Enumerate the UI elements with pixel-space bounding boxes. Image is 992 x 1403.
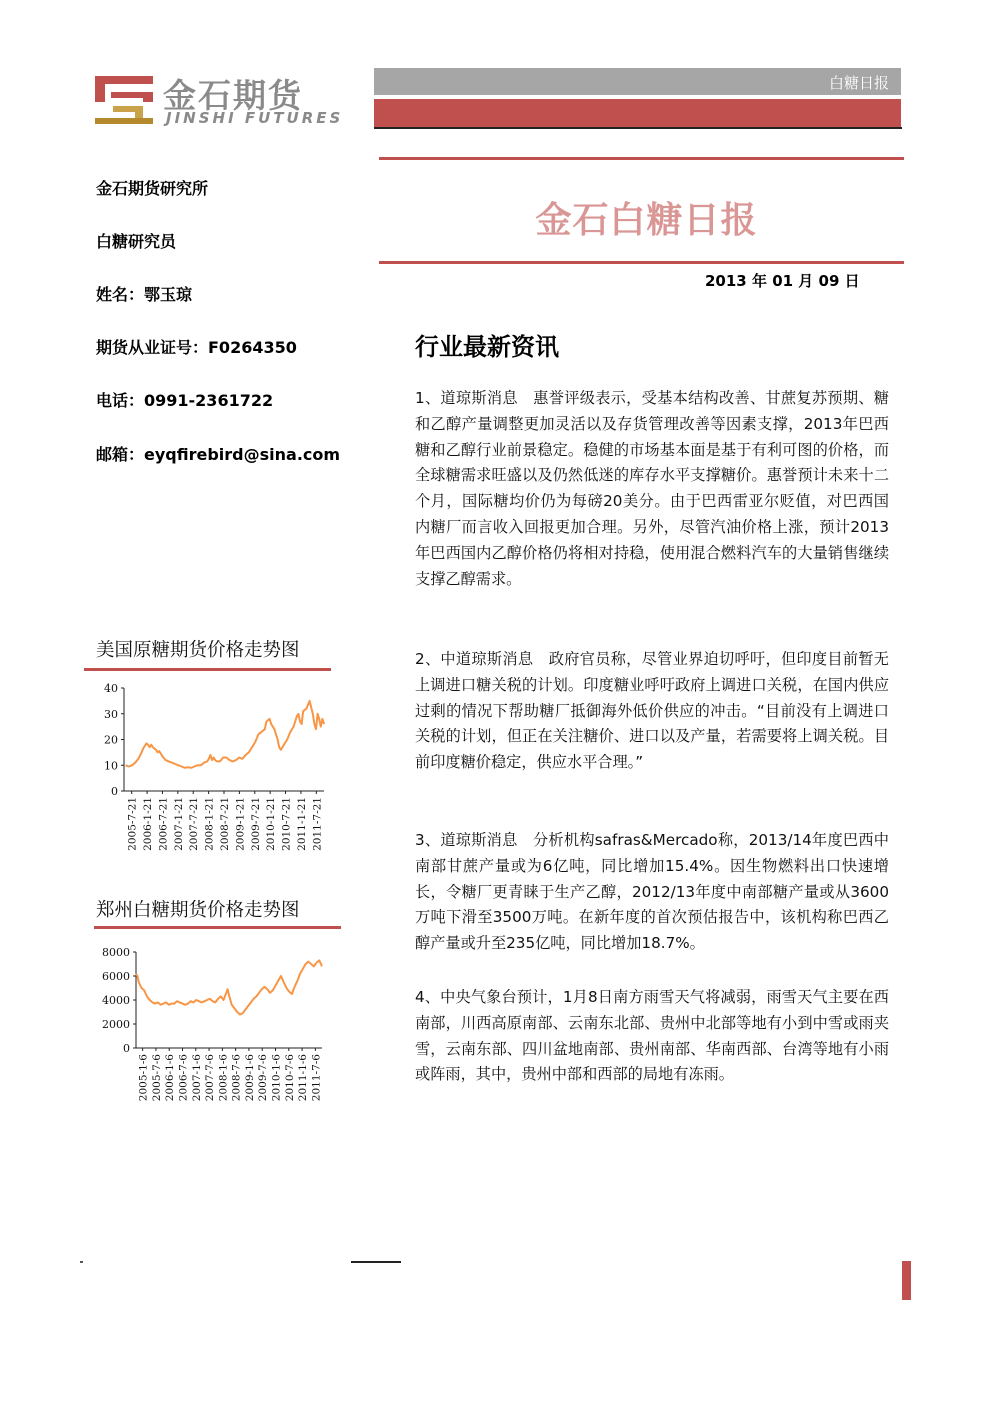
news-item-3 (415, 828, 889, 957)
y-tick-label: 0 (123, 1042, 130, 1055)
header-category-label: 白糖日报 (828, 74, 889, 92)
chart-1-title: 美国原糖期货价格走势图 (96, 640, 300, 661)
news-text: 2、中道琼斯消息 政府官员称，尽管业界迫切呼吁，但印度目前暂无上调进口糖关税的计划。印度糖业呼吁政府上调进口关税，在国内供应过剩的情况下帮助糖厂抵御海外低价供应的冲击。“目前没有上调进口关税的计划，但正在关注糖价、进口以及产量，若需要将上调关税。目前印度糖价稳定，供应水平合理。” (415, 650, 889, 772)
x-tick-label: 2008-1-21 (203, 797, 216, 851)
logo-chinese-text: 金石期货 (163, 76, 303, 115)
x-tick-label: 2011-1-21 (295, 797, 308, 851)
x-tick-label: 2011-7-6 (310, 1054, 323, 1102)
x-tick-label: 2006-7-6 (177, 1054, 190, 1102)
x-tick-label: 2011-1-6 (297, 1054, 310, 1102)
x-tick-label: 2005-7-6 (150, 1054, 163, 1102)
y-tick-label: 0 (111, 785, 118, 798)
x-tick-label: 2009-7-21 (249, 797, 262, 851)
y-tick-label: 30 (104, 707, 118, 721)
x-tick-label: 2007-1-21 (172, 797, 185, 851)
x-tick-label: 2005-7-21 (126, 797, 139, 851)
zhengzhou-sugar-chart (84, 932, 332, 1118)
x-tick-label: 2008-7-21 (219, 797, 231, 851)
x-tick-label: 2007-1-6 (190, 1054, 203, 1102)
x-tick-label: 2010-7-6 (283, 1054, 296, 1102)
sidebar-name: 姓名：鄂玉琼 (96, 285, 193, 304)
footer-line (351, 1261, 401, 1263)
report-title: 金石白糖日报 (535, 200, 758, 241)
y-tick-label: 8000 (102, 946, 130, 959)
news-item-4 (415, 985, 889, 1088)
chart-2-title: 郑州白糖期货价格走势图 (96, 900, 300, 921)
news-item-2 (415, 647, 889, 776)
sidebar-email: 邮箱：eyqfirebird@sina.com (96, 445, 341, 464)
header-divider (374, 127, 902, 129)
news-text: 4、中央气象台预计，1月8日南方雨雪天气将减弱，雨雪天气主要在西南部，川西高原南部、云南东北部、贵州中北部等地有小到中雪或雨夹雪，云南东部、四川盆地南部、贵州南部、华南西部、台湾等地有小雨或阵雨，其中，贵州中部和西部的局地有冻雨。 (415, 988, 889, 1084)
x-tick-label: 2009-7-6 (257, 1054, 270, 1102)
y-tick-label: 40 (104, 682, 118, 695)
x-tick-label: 2007-7-6 (204, 1054, 217, 1102)
header-gray-bar (374, 68, 901, 95)
title-top-rule (379, 157, 904, 160)
y-tick-label: 6000 (102, 970, 130, 983)
x-tick-label: 2009-1-6 (243, 1054, 256, 1102)
y-tick-label: 4000 (102, 994, 130, 1007)
news-text: 3、道琼斯消息 分析机构safras&Mercado称，2013/14年度巴西中南部甘蔗产量或为6亿吨，同比增加15.4%。因生物燃料出口快速增长，令糖厂更青睐于生产乙醇，2012/13年度中南部糖产量或从3600万吨下滑至3500万吨。在新年度的首次预估报告中，该机构称巴西乙醇产量或升至235亿吨，同比增加18.7%。 (415, 831, 889, 953)
x-tick-label: 2008-7-6 (230, 1054, 243, 1102)
x-tick-label: 2008-1-6 (217, 1054, 230, 1102)
x-tick-label: 2006-1-21 (142, 797, 155, 851)
sidebar-license: 期货从业证号：F0264350 (96, 338, 297, 357)
section-title: 行业最新资讯 (415, 333, 559, 361)
x-tick-label: 2006-7-21 (157, 797, 170, 851)
jinshi-logo-icon (91, 72, 157, 128)
sidebar-role: 白糖研究员 (96, 232, 177, 251)
report-date: 2013 年 01 月 09 日 (705, 272, 860, 290)
x-tick-label: 2010-1-21 (265, 797, 278, 851)
y-tick-label: 10 (104, 759, 118, 773)
x-tick-label: 2010-1-6 (270, 1054, 283, 1102)
sidebar-institute: 金石期货研究所 (96, 179, 209, 198)
title-bottom-rule (379, 261, 904, 264)
x-tick-label: 2007-7-21 (188, 797, 201, 851)
y-tick-label: 20 (104, 733, 118, 747)
footer-mark (80, 1261, 83, 1263)
us-raw-sugar-chart (84, 672, 332, 862)
x-tick-label: 2009-1-21 (234, 797, 247, 851)
y-tick-label: 2000 (102, 1018, 130, 1031)
header-red-bar (374, 99, 901, 127)
price-series-line (126, 701, 324, 768)
x-tick-label: 2006-1-6 (164, 1054, 177, 1102)
news-item-1 (415, 386, 889, 592)
news-text: 1、道琼斯消息 惠誉评级表示，受基本结构改善、甘蔗复苏预期、糖和乙醇产量调整更加灵活以及存货管理改善等因素支撑，2013年巴西糖和乙醇行业前景稳定。稳健的市场基本面是基于有利可图的价格，而全球糖需求旺盛以及仍然低迷的库存水平支撑糖价。惠誉预计未来十二个月，国际糖均价仍为每磅20美分。由于巴西雷亚尔贬值，对巴西国内糖厂而言收入回报更加合理。另外，尽管汽油价格上涨，预计2013年巴西国内乙醇价格仍将相对持稳，使用混合燃料汽车的大量销售继续支撑乙醇需求。 (415, 389, 889, 588)
chart-2-rule (94, 926, 341, 929)
footer-red-block (902, 1261, 911, 1300)
chart-1-rule (84, 668, 331, 671)
x-tick-label: 2011-7-21 (311, 797, 324, 851)
price-series-line (136, 960, 322, 1014)
logo-english-text: JINSHI FUTURES (166, 109, 344, 127)
sidebar-phone: 电话：0991-2361722 (96, 391, 274, 410)
x-tick-label: 2005-1-6 (137, 1054, 150, 1102)
x-tick-label: 2010-7-21 (280, 797, 293, 851)
